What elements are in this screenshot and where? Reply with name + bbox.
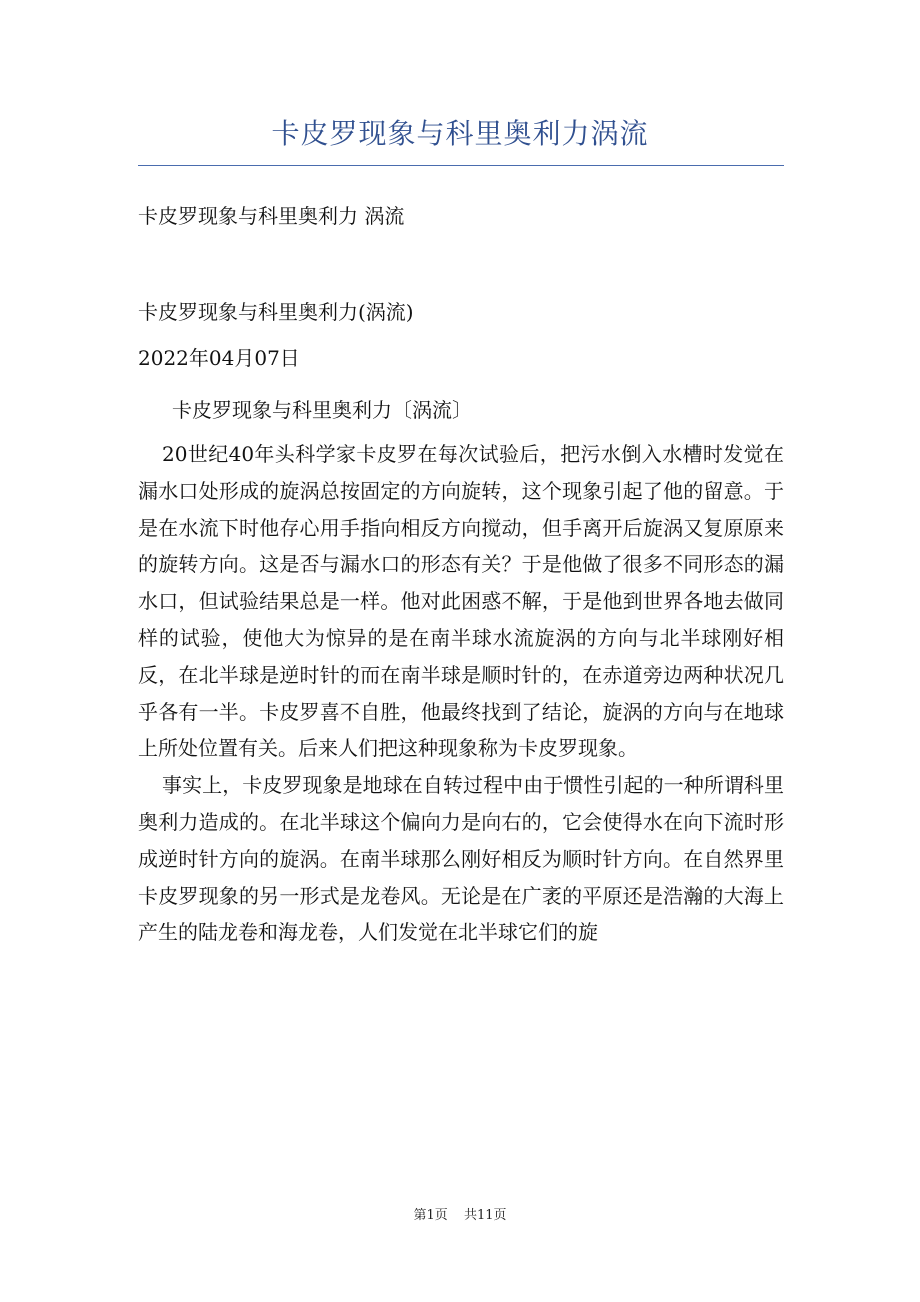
paragraph: 20世纪40年头科学家卡皮罗在每次试验后，把污水倒入水槽时发觉在漏水口处形成的旋涡总按固定的方向旋转，这个现象引起了他的留意。于是在水流下时他存心用手指向相反方向搅动，但手离开后旋涡又复原原来的旋转方向。这是否与漏水口的形态有关？于是他做了很多不同形态的漏水口，但试验结果总是一样。他对此困惑不解，于是他到世界各地去做同样的试验，使他大为惊异的是在南半球水流旋涡的方向与北半球刚好相反，在北半球是逆时针的而在南半球是顺时针的，在赤道旁边两种状况几乎各有一半。卡皮罗喜不自胜，他最终找到了结论，旋涡的方向与在地球上所处位置有关。后来人们把这种现象称为卡皮罗现象。	[138, 442, 784, 761]
section-heading: 卡皮罗现象与科里奥利力〔涡流〕	[172, 398, 472, 422]
page-number: 第1页	[413, 1208, 448, 1223]
page-title: 卡皮罗现象与科里奥利力涡流	[271, 117, 649, 150]
document-subtitle: 卡皮罗现象与科里奥利力 涡流	[138, 204, 405, 228]
document-date: 2022年04月07日	[138, 346, 300, 370]
page-total: 共11页	[463, 1208, 507, 1223]
title-divider	[138, 165, 784, 166]
body-text	[138, 436, 784, 951]
paragraph: 事实上，卡皮罗现象是地球在自转过程中由于惯性引起的一种所谓科里奥利力造成的。在北半球这个偏向力是向右的，它会使得水在向下流时形成逆时针方向的旋涡。在南半球那么刚好相反为顺时针方向。在自然界里卡皮罗现象的另一形式是龙卷风。无论是在广袤的平原还是浩瀚的大海上产生的陆龙卷和海龙卷，人们发觉在北半球它们的旋	[138, 773, 784, 945]
page-footer	[0, 1207, 920, 1225]
document-heading: 卡皮罗现象与科里奥利力(涡流)	[138, 300, 414, 324]
